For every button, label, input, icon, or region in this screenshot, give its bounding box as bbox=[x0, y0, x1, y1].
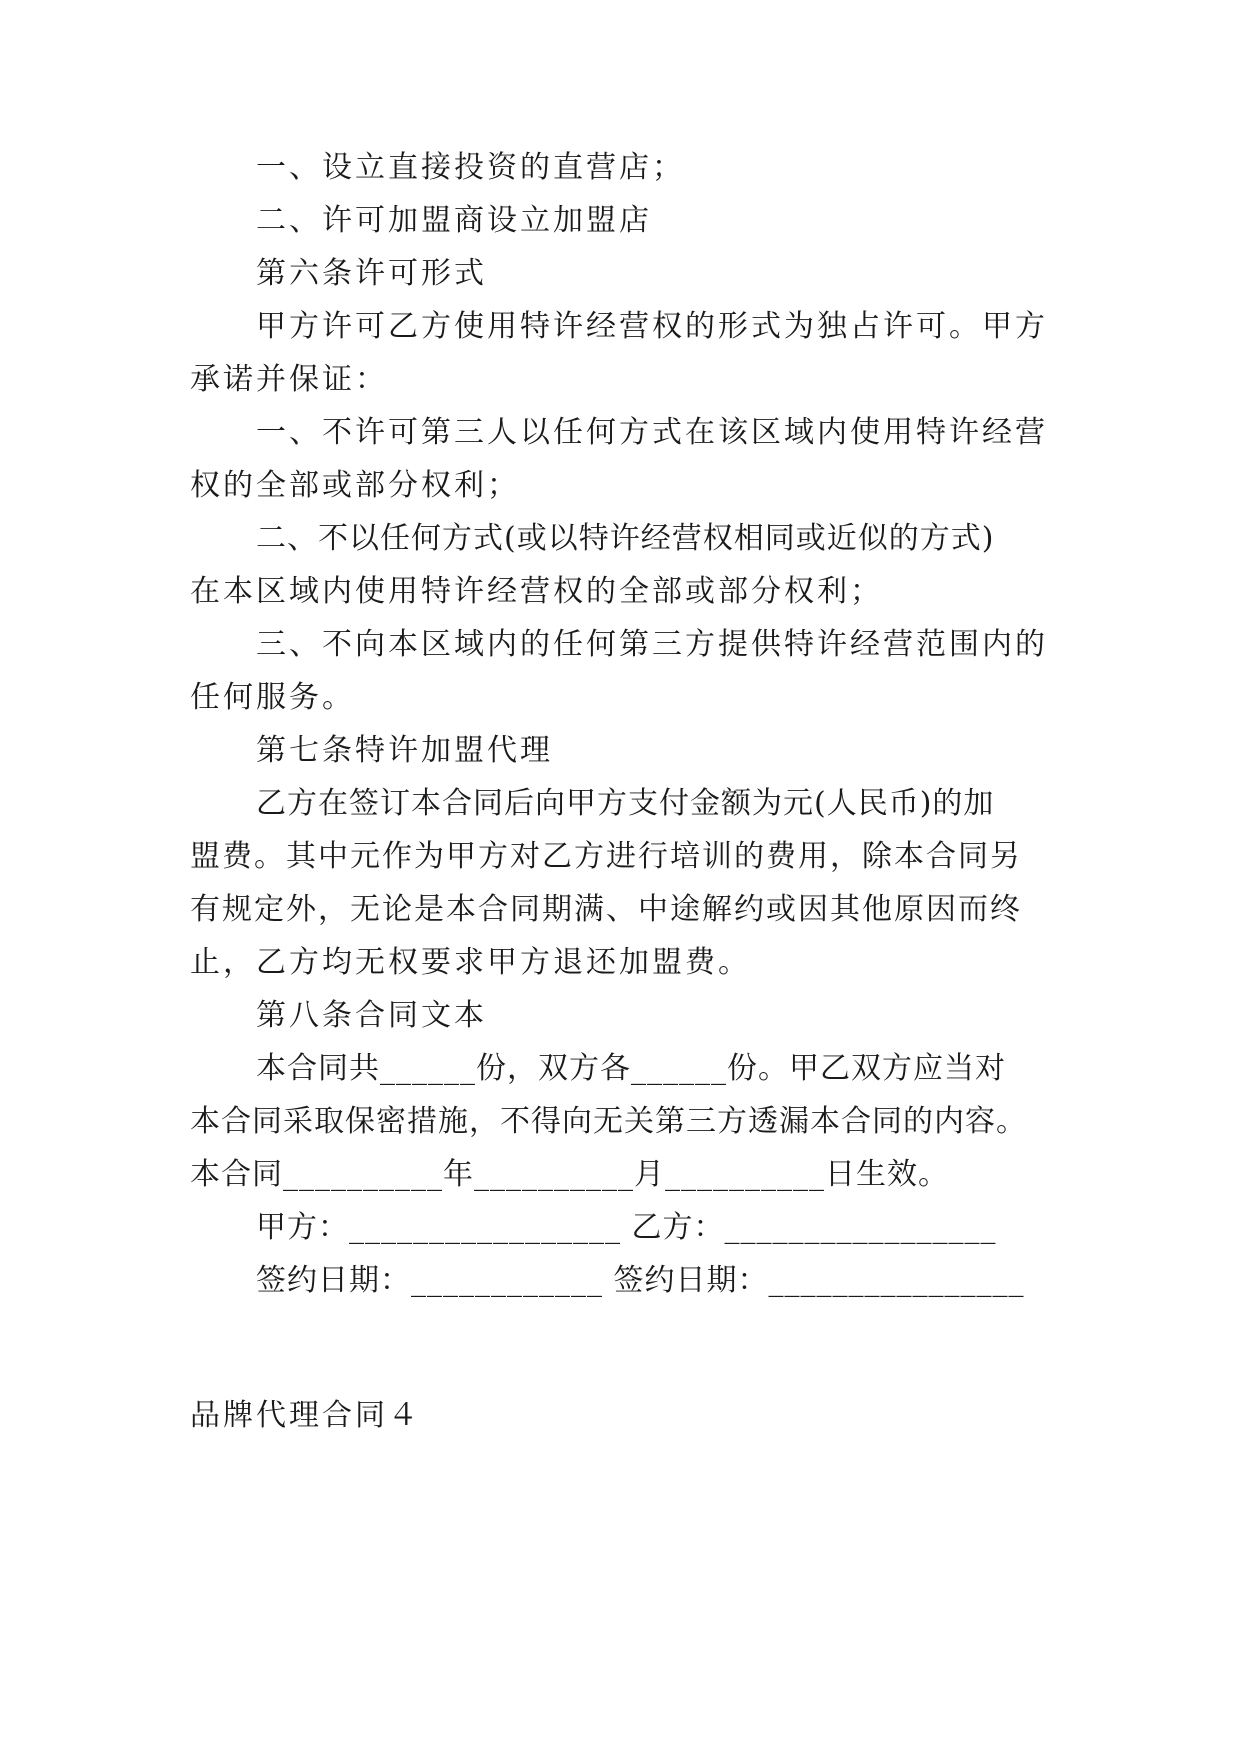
document-title: 品牌代理合同４ bbox=[190, 1398, 421, 1433]
paragraph-line: 本合同采取保密措施，不得向无关第三方透漏本合同的内容。 bbox=[190, 1104, 1027, 1139]
paragraph-line: 二、许可加盟商设立加盟店 bbox=[256, 203, 652, 238]
paragraph-line: 止，乙方均无权要求甲方退还加盟费。 bbox=[190, 945, 751, 980]
paragraph-line: 三、不向本区域内的任何第三方提供特许经营范围内的 bbox=[256, 627, 1048, 662]
section-heading: 第六条许可形式 bbox=[256, 256, 487, 291]
signature-date-line: 签约日期：____________ 签约日期：________________ bbox=[256, 1263, 1025, 1298]
paragraph-line: 甲方许可乙方使用特许经营权的形式为独占许可。甲方 bbox=[256, 309, 1048, 344]
paragraph-line: 本合同共______份，双方各______份。甲乙双方应当对 bbox=[256, 1051, 1006, 1086]
paragraph-line: 权的全部或部分权利； bbox=[190, 468, 520, 503]
paragraph-line: 任何服务。 bbox=[190, 680, 355, 715]
paragraph-line: 二、不以任何方式(或以特许经营权相同或近似的方式) bbox=[256, 521, 995, 556]
paragraph-line: 本合同__________年__________月__________日生效。 bbox=[190, 1157, 949, 1192]
paragraph-line: 一、设立直接投资的直营店； bbox=[256, 150, 685, 185]
paragraph-line: 乙方在签订本合同后向甲方支付金额为元(人民币)的加 bbox=[256, 786, 995, 821]
paragraph-line: 在本区域内使用特许经营权的全部或部分权利； bbox=[190, 574, 883, 609]
paragraph-line: 盟费。其中元作为甲方对乙方进行培训的费用，除本合同另 bbox=[190, 839, 1022, 874]
paragraph-line: 有规定外，无论是本合同期满、中途解约或因其他原因而终 bbox=[190, 892, 1022, 927]
section-heading: 第七条特许加盟代理 bbox=[256, 733, 553, 768]
signature-line: 甲方：_________________ 乙方：_________________ bbox=[256, 1210, 997, 1245]
section-heading: 第八条合同文本 bbox=[256, 998, 487, 1033]
paragraph-line: 一、不许可第三人以任何方式在该区域内使用特许经营 bbox=[256, 415, 1048, 450]
paragraph-line: 承诺并保证： bbox=[190, 362, 388, 397]
